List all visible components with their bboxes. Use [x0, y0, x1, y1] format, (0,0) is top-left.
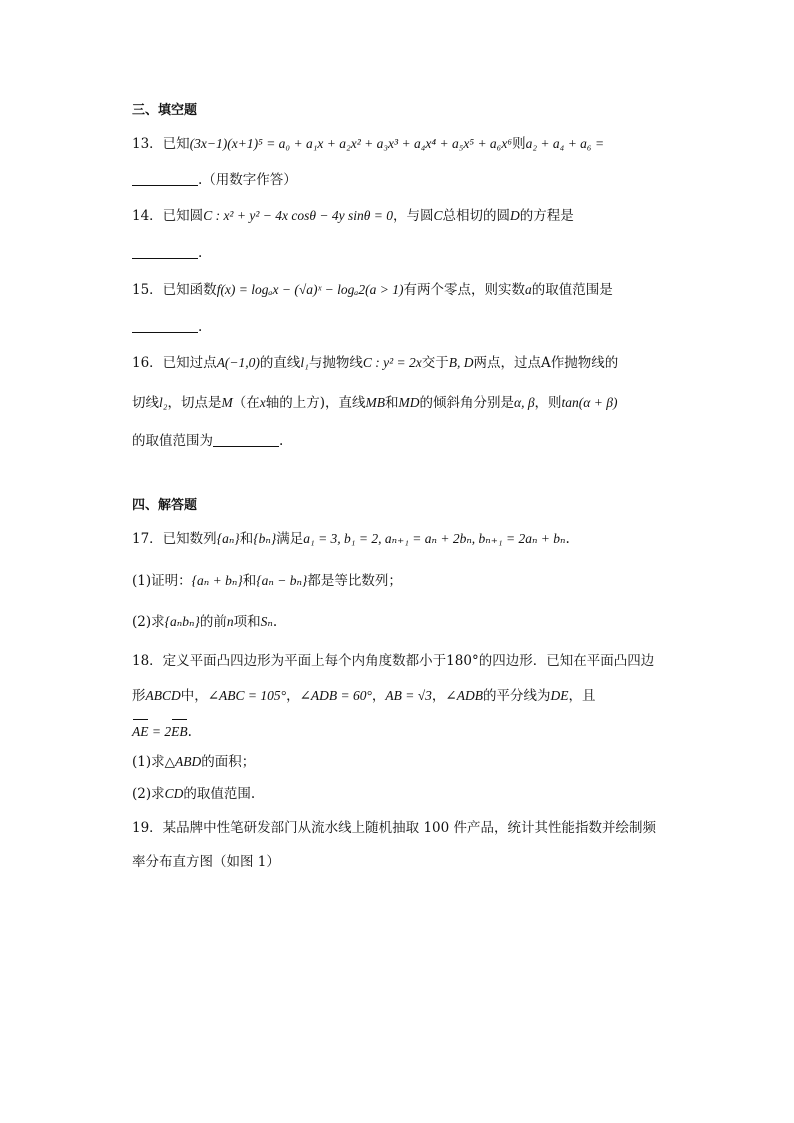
q15-text: 有两个零点，则实数 [403, 282, 525, 298]
q15-variable-a: a [524, 282, 532, 297]
q14-text-3: 的方程是 [519, 208, 574, 224]
q18-side-cd: CD [164, 786, 184, 801]
q16-text-5: 切线 [132, 395, 159, 411]
q17-prefix: 17．已知数列 [132, 531, 217, 547]
q18-side-ab: AB = √3 [385, 688, 432, 703]
q13-expression: (3x−1)(x+1)⁵ = a₀ + a₁x + a₂x² + a₃x³ + a₄x⁴ + a₅x⁵ + a₆x⁶ [189, 136, 513, 151]
q17-part-2-end: . [272, 614, 278, 630]
q17-product-sequence: {aₙbₙ} [164, 614, 200, 629]
q18-vector-ae: AE [132, 722, 149, 742]
q13-answer-blank[interactable] [132, 171, 198, 186]
q13-target: a₂ + a₄ + a₆ = [525, 136, 605, 151]
q16-text-7: （在 [232, 395, 260, 411]
q17-sequence-a: {aₙ} [216, 531, 240, 546]
question-15-answer-line [132, 317, 202, 337]
q16-text-10: 的倾斜角分别是 [419, 395, 514, 411]
q16-text-8: 轴的上方)，直线 [265, 395, 366, 411]
q18-bisector-de: DE [550, 688, 569, 703]
q16-line-mb: MB [365, 395, 385, 410]
q18-angle-adb-2: ∠ADB [445, 688, 483, 703]
q18-triangle-abd: △ABD [164, 754, 202, 769]
question-18-part-1 [132, 752, 255, 772]
q17-and: 和 [239, 531, 254, 547]
q18-text-1: 形 [132, 688, 146, 704]
question-18-line-3 [132, 722, 192, 742]
q17-n: n [226, 614, 234, 629]
q16-text-4: 两点，过点A作抛物线的 [473, 355, 619, 371]
q18-angle-abc: ∠ABC = 105° [207, 688, 287, 703]
question-17-part-1 [132, 571, 402, 591]
q16-line-md: MD [398, 395, 420, 410]
q16-point-m: M [221, 395, 233, 410]
q18-part-2-text: 的取值范围. [183, 786, 256, 802]
question-13 [132, 134, 604, 154]
q16-parabola: C : y² = 2x [362, 355, 422, 370]
q16-point-a: A(−1,0) [216, 355, 260, 370]
q16-line-l2: l₂ [159, 395, 168, 410]
q14-prefix: 14．已知圆 [132, 208, 204, 224]
q16-text-3: 交于 [421, 355, 449, 371]
q18-comma-3: ， [431, 688, 446, 704]
q15-text-2: 的取值范围是 [531, 282, 613, 298]
question-17 [132, 529, 570, 549]
question-18-part-2 [132, 784, 255, 804]
question-17-part-2 [132, 612, 277, 632]
q16-tan-expression: tan(α + β) [561, 395, 618, 410]
q18-text-2: 中， [180, 688, 208, 704]
q14-end: . [198, 245, 203, 261]
q18-part-2-prefix: (2)求 [132, 786, 165, 802]
q18-equals: = 2 [148, 724, 172, 739]
q16-text-9: 和 [384, 395, 399, 411]
q16-text-6: ，切点是 [167, 395, 222, 411]
q18-part-1-prefix: (1)求 [132, 754, 165, 770]
q15-end: . [198, 319, 203, 335]
q16-line-l1: l₁ [300, 355, 309, 370]
q15-answer-blank[interactable] [132, 318, 198, 333]
q18-vector-eb: EB [171, 722, 188, 742]
q13-then: 则 [512, 136, 526, 152]
q17-part-1-prefix: (1)证明： [132, 573, 192, 589]
q17-text: 满足 [276, 531, 304, 547]
question-16-line-1 [132, 353, 618, 373]
q17-end: . [565, 531, 570, 547]
question-19-line-1: 19．某品牌中性笔研发部门从流水线上随机抽取 100 件产品，统计其性能指数并绘制频 [132, 820, 657, 836]
q14-circle-equation: C : x² + y² − 4x cosθ − 4y sinθ = 0 [203, 208, 393, 223]
q17-part-2-text: 的前 [199, 614, 227, 630]
q17-part-1-and: 和 [242, 573, 257, 589]
question-19-line-2: 率分布直方图（如图 1） [132, 854, 280, 870]
q14-text-2: 总相切的圆 [442, 208, 510, 224]
q18-comma-2: ， [371, 688, 386, 704]
q16-text-2: 与抛物线 [308, 355, 363, 371]
q16-prefix: 16．已知过点 [132, 355, 217, 371]
section-3-heading: 三、填空题 [132, 103, 198, 118]
q14-circle-c: C [433, 208, 443, 223]
q17-part-2-text-2: 项和 [233, 614, 261, 630]
q16-x-axis: x [259, 395, 266, 410]
q18-comma-1: ， [286, 688, 300, 704]
q16-end: . [279, 433, 284, 449]
q14-text: ，与圆 [392, 208, 434, 224]
question-14-answer-line [132, 243, 202, 263]
q13-answer-note: .（用数字作答） [198, 172, 297, 188]
q17-part-1-text: 都是等比数列； [307, 573, 402, 589]
question-14 [132, 206, 574, 226]
q18-quadrilateral: ABCD [145, 688, 181, 703]
q17-conditions: a₁ = 3, b₁ = 2, aₙ₊₁ = aₙ + 2bₙ, bₙ₊₁ = 2aₙ + bₙ [303, 531, 566, 546]
section-4-heading: 四、解答题 [132, 498, 198, 513]
question-13-answer-line [132, 170, 297, 190]
q15-prefix: 15．已知函数 [132, 282, 217, 298]
q17-part-2-prefix: (2)求 [132, 614, 165, 630]
q17-sn: Sₙ [260, 614, 273, 629]
q16-angles: α, β [513, 395, 535, 410]
q17-sequence-b: {bₙ} [253, 531, 277, 546]
q18-angle-adb: ∠ADB = 60° [299, 688, 372, 703]
q16-text-12: 的取值范围为 [132, 433, 213, 449]
q16-points-bd: B, D [448, 355, 474, 370]
q17-diff-sequence: {aₙ − bₙ} [256, 573, 308, 588]
q18-part-1-text: 的面积； [201, 754, 256, 770]
q16-text-1: 的直线 [259, 355, 301, 371]
question-15 [132, 280, 613, 300]
q16-answer-blank[interactable] [213, 432, 279, 447]
q15-function: f(x) = logₐx − (√a)ˣ − logₐ2(a > 1) [216, 282, 404, 297]
question-18-line-2 [132, 686, 595, 706]
q14-answer-blank[interactable] [132, 244, 198, 259]
q18-text-4: ，且 [568, 688, 596, 704]
q16-text-11: ，则 [534, 395, 562, 411]
question-18-line-1: 18．定义平面凸四边形为平面上每个内角度数都小于180°的四边形．已知在平面凸四边 [132, 653, 655, 669]
q17-sum-sequence: {aₙ + bₙ} [191, 573, 243, 588]
question-16-line-3 [132, 431, 283, 451]
q14-circle-d: D [509, 208, 520, 223]
q13-prefix: 13．已知 [132, 136, 190, 152]
q18-line-3-end: . [187, 724, 192, 740]
question-16-line-2 [132, 393, 617, 413]
q18-text-3: 的平分线为 [482, 688, 551, 704]
